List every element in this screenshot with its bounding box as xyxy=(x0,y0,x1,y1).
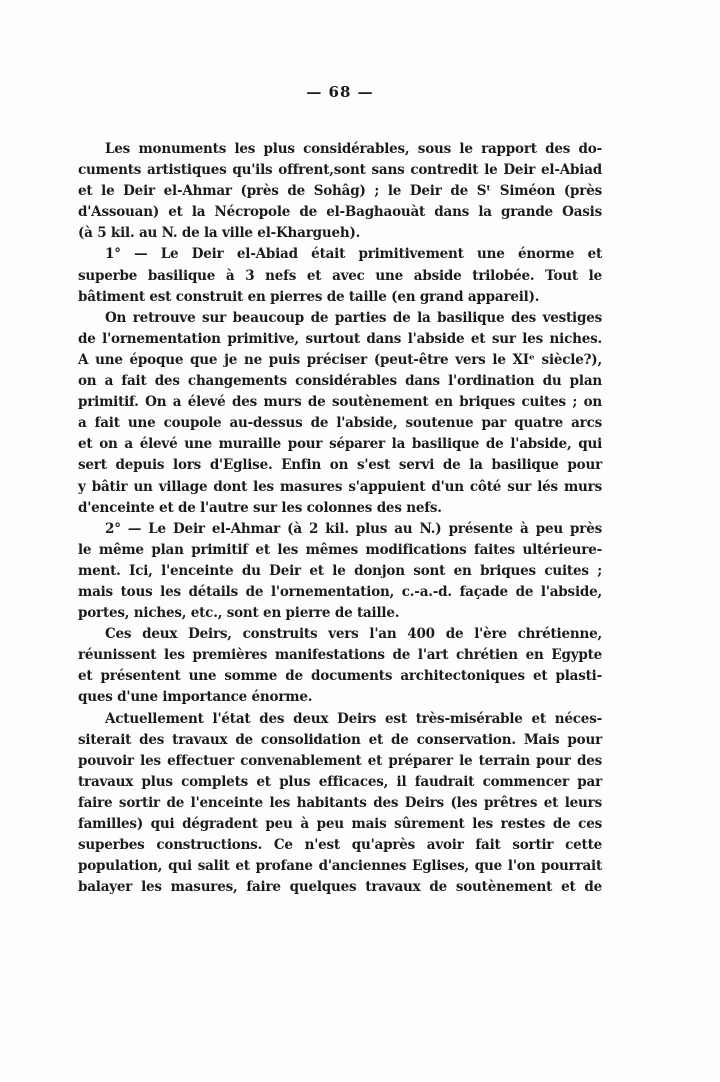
text-line: travaux plus complets et plus efficaces, il faudrait commencer par xyxy=(78,773,602,790)
text-line: d'enceinte et de l'autre sur les colonnes des nefs. xyxy=(78,499,442,516)
text-line: 1° — Le Deir el-Abiad était primitivement une énorme et xyxy=(105,246,602,263)
text-line: portes, niches, etc., sont en pierre de taille. xyxy=(78,605,400,622)
text-line: balayer les masures, faire quelques travaux de soutènement et de xyxy=(78,879,602,896)
text-line: superbe basilique à 3 nefs et avec une abside trilobée. Tout le xyxy=(78,267,602,284)
text-line: bâtiment est construit en pierres de taille (en grand appareil). xyxy=(78,288,540,305)
text-line: primitif. On a élevé des murs de soutènement en briques cuites ; on xyxy=(78,394,602,411)
text-line: pouvoir les effectuer convenablement et préparer le terrain pour des xyxy=(78,752,602,769)
text-line: superbes constructions. Ce n'est qu'après avoir fait sortir cette xyxy=(78,837,602,854)
text-line: familles) qui dégradent peu à peu mais sûrement les restes de ces xyxy=(78,816,602,832)
text-line: a fait une coupole au-dessus de l'abside, soutenue par quatre arcs xyxy=(78,415,602,432)
text-line: Actuellement l'état des deux Deirs est très-misérable et néces- xyxy=(105,710,602,727)
page-text-block xyxy=(78,139,602,898)
text-line: et on a élevé une muraille pour séparer la basilique de l'abside, qui xyxy=(78,436,602,453)
text-line: Ces deux Deirs, construits vers l'an 400 de l'ère chrétienne, xyxy=(105,626,602,643)
text-line: Les monuments les plus considérables, sous le rapport des do- xyxy=(105,141,602,157)
text-line: ment. Ici, l'enceinte du Deir et le donjon sont en briques cuites ; xyxy=(78,562,602,579)
text-line: (à 5 kil. au N. de la ville el-Khargueh). xyxy=(78,225,361,242)
paragraph-deux-deirs xyxy=(78,624,602,708)
text-line: cuments artistiques qu'ils offrent,sont sans contredit le Deir el-Abiad xyxy=(78,162,602,179)
text-line: et le Deir el-Ahmar (près de Sohâg) ; le Deir de Sᵗ Siméon (près xyxy=(78,183,602,200)
page-number: — 68 — xyxy=(306,83,374,101)
text-line: et présentent une somme de documents architectoniques et plasti- xyxy=(78,668,602,685)
text-line: on a fait des changements considérables dans l'ordination du plan xyxy=(78,373,602,390)
text-line: 2° — Le Deir el-Ahmar (à 2 kil. plus au N.) présente à peu près xyxy=(105,520,602,537)
text-line: mais tous les détails de l'ornementation, c.-a.-d. façade de l'abside, xyxy=(78,583,602,600)
text-line: population, qui salit et profane d'anciennes Eglises, que l'on pourrait xyxy=(78,858,602,875)
text-line: A une époque que je ne puis préciser (peut-être vers le XIᵉ siècle?), xyxy=(78,351,602,368)
paragraph-deir-el-abiad xyxy=(78,244,602,307)
text-line: de l'ornementation primitive, surtout dans l'abside et sur les niches. xyxy=(78,330,602,347)
text-line: siterait des travaux de consolidation et de conservation. Mais pour xyxy=(78,731,602,748)
paragraph-etat-actuel xyxy=(78,709,602,899)
text-line: ques d'une importance énorme. xyxy=(78,689,313,706)
text-line: y bâtir un village dont les masures s'appuient d'un côté sur lés murs xyxy=(78,478,602,495)
paragraph-deir-el-ahmar xyxy=(78,519,602,624)
paragraph-ornementation xyxy=(78,308,602,519)
text-line: sert depuis lors d'Eglise. Enfin on s'est servi de la basilique pour xyxy=(78,457,602,474)
paragraph-monuments-intro xyxy=(78,139,602,244)
text-line: On retrouve sur beaucoup de parties de la basilique des vestiges xyxy=(105,309,602,326)
text-line: d'Assouan) et la Nécropole de el-Baghaouàt dans la grande Oasis xyxy=(78,204,602,221)
text-line: réunissent les premières manifestations de l'art chrétien en Egypte xyxy=(78,647,602,664)
text-line: le même plan primitif et les mêmes modifications faites ultérieure- xyxy=(78,541,602,558)
text-line: faire sortir de l'enceinte les habitants des Deirs (les prêtres et leurs xyxy=(78,794,602,811)
